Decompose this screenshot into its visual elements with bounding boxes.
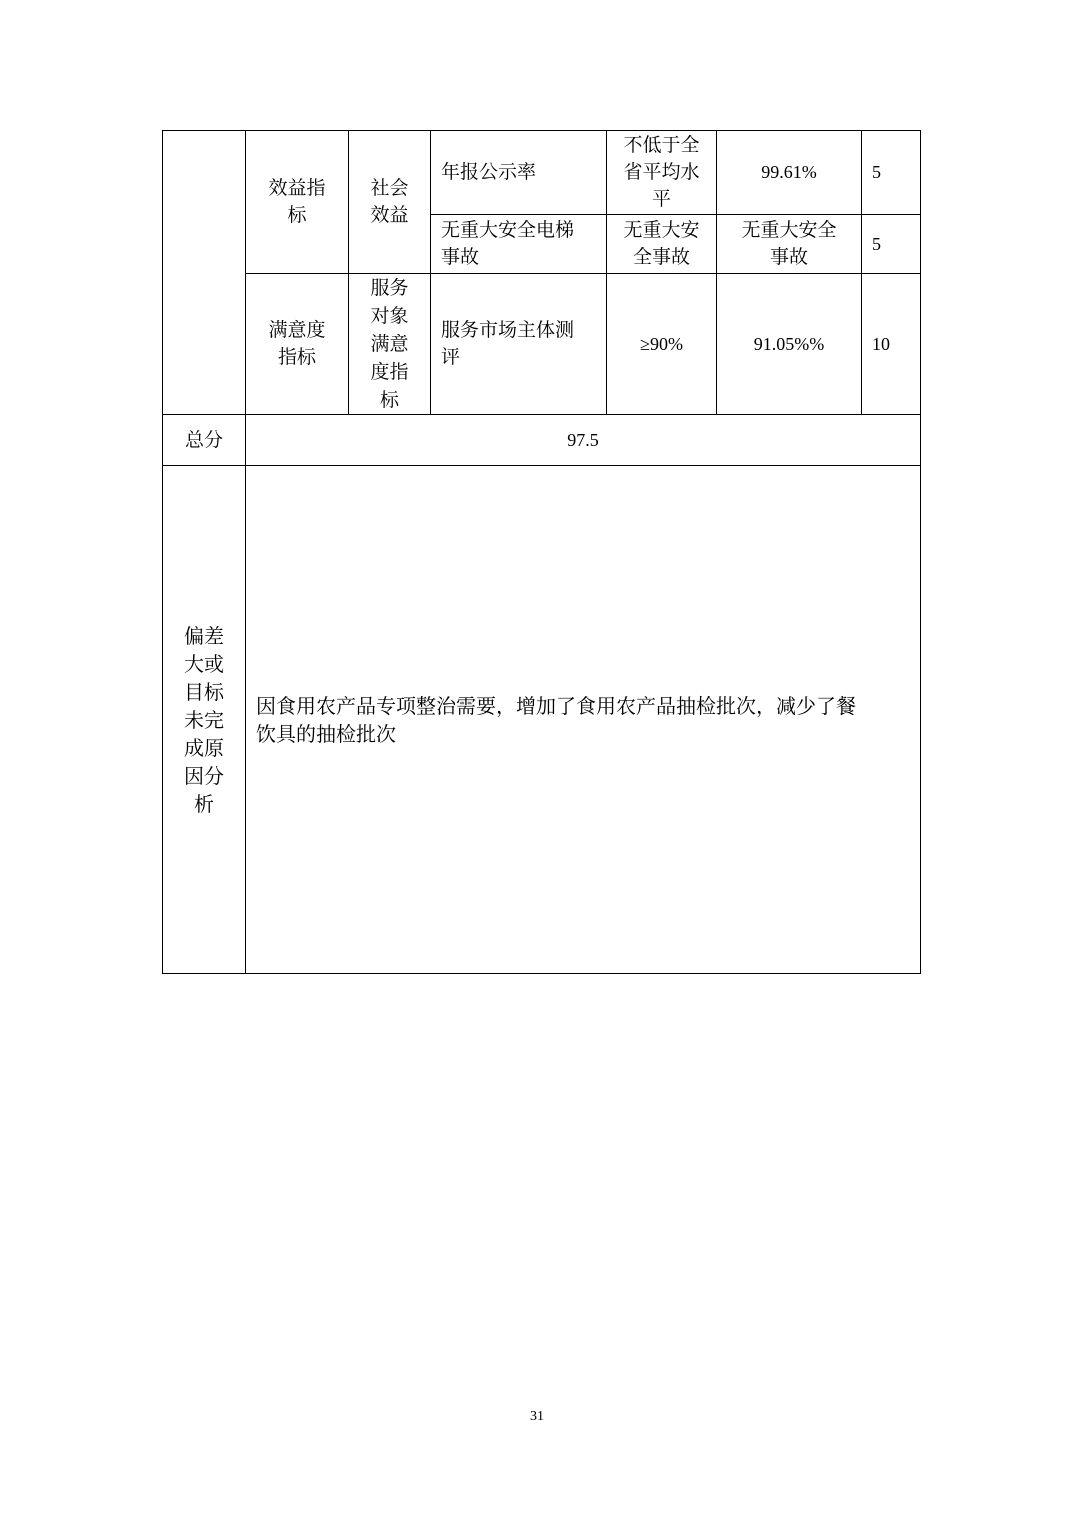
score-value: 10	[872, 333, 890, 354]
page-number: 31	[530, 1409, 544, 1424]
score-cell	[861, 130, 921, 215]
actual-value: 无重大安全 事故	[741, 219, 837, 268]
category-cell-satisfaction	[245, 273, 349, 415]
total-label-cell	[162, 414, 246, 466]
blank-merged-cell	[162, 130, 246, 415]
subcategory-label: 服务 对象 满意 度指 标	[370, 277, 409, 411]
deviation-text: 因食用农产品专项整治需要，增加了食用农产品抽检批次，减少了餐 饮具的抽检批次	[256, 693, 856, 746]
subcategory-cell-social	[348, 130, 431, 274]
actual-cell	[716, 273, 862, 415]
actual-value: 99.61%	[761, 162, 817, 182]
target-value: 无重大安 全事故	[623, 219, 700, 268]
indicator-label: 服务市场主体测 评	[441, 319, 575, 368]
target-cell	[606, 273, 717, 415]
total-label: 总分	[184, 428, 223, 451]
actual-value: 91.05%%	[753, 333, 825, 354]
score-cell	[861, 273, 921, 415]
indicator-label: 年报公示率	[441, 161, 537, 183]
target-cell	[606, 214, 717, 274]
indicator-cell	[430, 214, 607, 274]
indicator-cell	[430, 130, 607, 215]
target-value: 不低于全 省平均水 平	[623, 134, 700, 210]
actual-cell	[716, 130, 862, 215]
indicator-label: 无重大安全电梯 事故	[441, 219, 575, 268]
target-cell	[606, 130, 717, 215]
category-cell-efficiency	[245, 130, 349, 274]
category-label: 满意度 指标	[268, 319, 326, 368]
total-value: 97.5	[567, 429, 599, 450]
actual-cell	[716, 214, 862, 274]
score-value: 5	[872, 162, 881, 182]
deviation-text-cell	[245, 465, 921, 974]
indicator-cell	[430, 273, 607, 415]
total-value-cell	[245, 414, 921, 466]
deviation-label: 偏差 大或 目标 未完 成原 因分 析	[184, 623, 224, 816]
score-value: 5	[872, 233, 881, 254]
target-value: ≥90%	[640, 333, 683, 354]
category-label: 效益指 标	[268, 177, 326, 226]
subcategory-label: 社会 效益	[370, 177, 409, 226]
subcategory-cell-service	[348, 273, 431, 415]
deviation-label-cell	[162, 465, 246, 974]
score-cell	[861, 214, 921, 274]
